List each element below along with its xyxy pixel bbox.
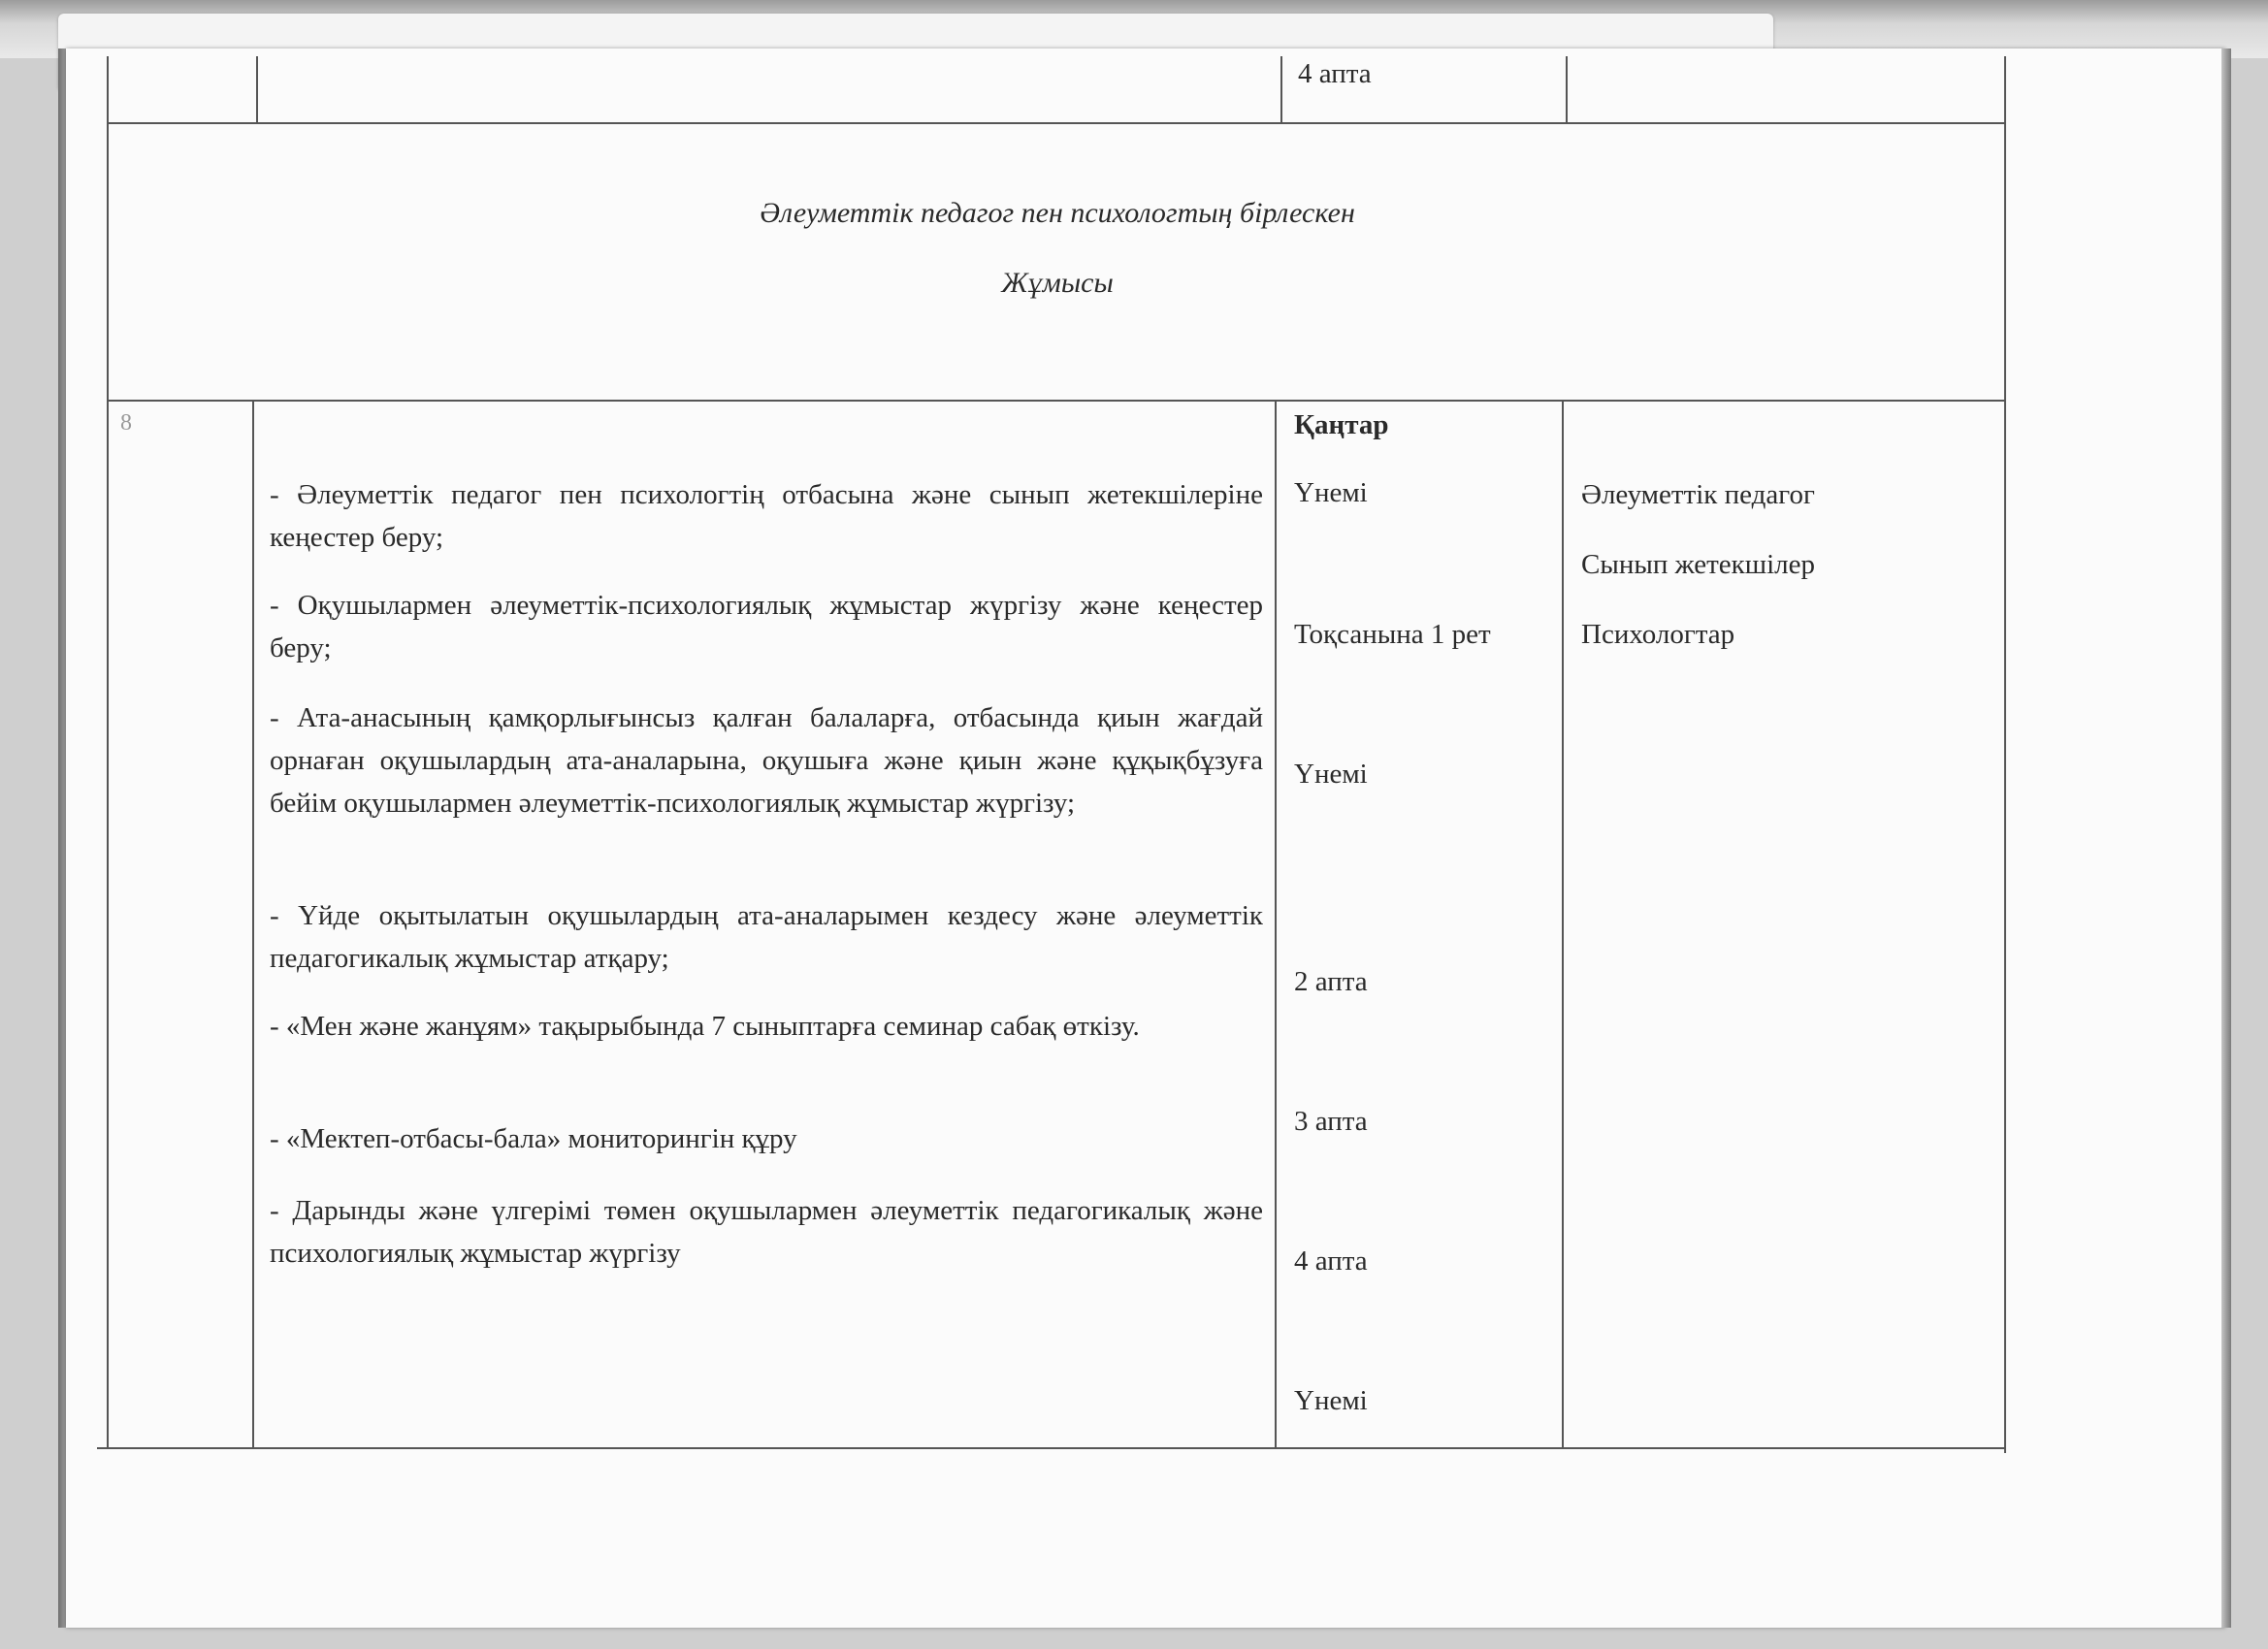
activity-item: - «Мен және жанұям» тақырыбында 7 сыныптарға семинар сабақ өткізу. (270, 1011, 1140, 1042)
term-item: 2 апта (1294, 966, 1368, 997)
responsible-item: Психологтар (1581, 619, 1735, 650)
row-line-top-row (107, 122, 2006, 124)
section-title-line1: Әлеуметтік педагог пен психологтың бірлескен (760, 197, 1355, 229)
col-line-number (256, 56, 258, 124)
responsible-item: Сынып жетекшілер (1581, 549, 1815, 580)
term-item: Тоқсанына 1 рет (1294, 619, 1491, 650)
col-line-activities (1275, 400, 1277, 1448)
col-line-number (252, 400, 254, 1448)
row-number: 8 (120, 410, 132, 436)
section-title-line2: Жұмысы (1001, 267, 1114, 299)
col-line-terms (1562, 402, 1564, 1448)
responsible-item: Әлеуметтік педагог (1581, 479, 1815, 510)
row-line-bottom (97, 1447, 2004, 1449)
term-item: Үнемі (1294, 477, 1368, 508)
activity-item: - Дарынды және үлгерімі төмен оқушылармен әлеуметтік педагогикалық және психологиялық жұмыстар жүргізу (270, 1195, 1263, 1269)
month-label: Қаңтар (1294, 409, 1389, 440)
col-line-activities (1280, 56, 1282, 124)
term-item: Үнемі (1294, 759, 1368, 790)
activity-item: - Үйде оқытылатын оқушылардың ата-аналарымен кездесу және әлеуметтік педагогикалық жұмыстар атқару; (270, 900, 1263, 974)
activity-item: - «Мектеп-отбасы-бала» мониторингін құру (270, 1123, 797, 1154)
page-right-edge (2221, 48, 2231, 1628)
row-line-header (107, 400, 2006, 402)
top-row-period: 4 апта (1298, 58, 1372, 89)
term-item: 4 апта (1294, 1245, 1368, 1277)
activity-item: - Әлеуметтік педагог пен психологтің отбасына және сынып жетекшілеріне кеңестер беру; (270, 479, 1263, 553)
activity-item: - Ата-анасының қамқорлығынсыз қалған балаларға, отбасында қиын жағдай орнаған оқушылардың ата-аналарына, оқушыға және қиын және құқықбұзуға бейім оқушылармен әлеуметтік-психологиялық жұмыстар жүргізу; (270, 702, 1263, 819)
term-item: 3 апта (1294, 1106, 1368, 1137)
term-item: Үнемі (1294, 1385, 1368, 1416)
activity-item: - Оқушылармен әлеуметтік-психологиялық жұмыстар жүргізу және кеңестер беру; (270, 590, 1263, 663)
col-line-terms (1566, 56, 1568, 124)
